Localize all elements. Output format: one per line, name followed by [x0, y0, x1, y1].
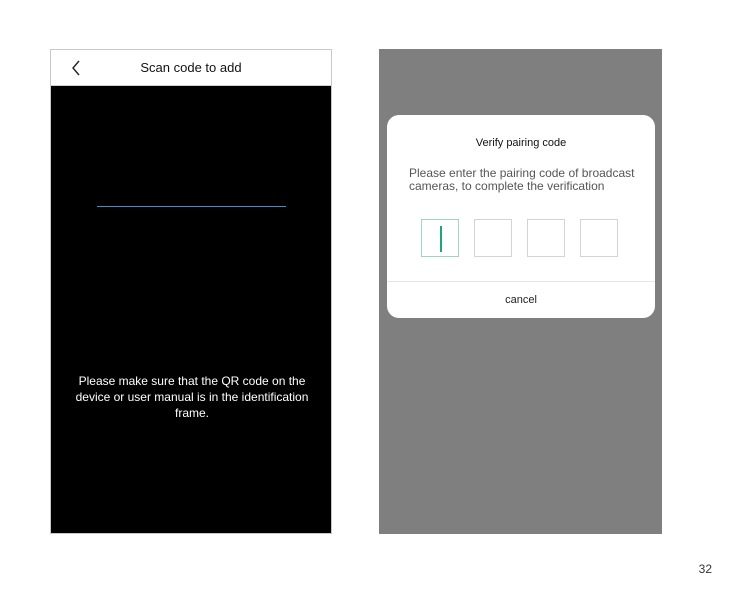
page-title: Scan code to add	[140, 60, 242, 75]
scan-header	[51, 50, 331, 86]
code-box-3[interactable]	[527, 219, 565, 257]
cancel-button[interactable]: cancel	[505, 294, 537, 306]
scan-line	[97, 206, 286, 207]
code-box-4[interactable]	[580, 219, 618, 257]
scan-screen	[50, 49, 332, 534]
code-box-2[interactable]	[474, 219, 512, 257]
text-caret	[440, 226, 442, 252]
dialog-message: Please enter the pairing code of broadcast cameras, to complete the verification	[409, 166, 635, 193]
page-number: 32	[698, 562, 712, 576]
code-box-1[interactable]	[421, 219, 459, 257]
scan-hint: Please make sure that the QR code on the device or user manual is in the identification frame.	[75, 374, 309, 420]
dialog-title: Verify pairing code	[475, 137, 567, 149]
verify-pairing-dialog	[387, 115, 655, 318]
pairing-code-input	[421, 219, 621, 259]
pairing-screen	[379, 49, 662, 534]
